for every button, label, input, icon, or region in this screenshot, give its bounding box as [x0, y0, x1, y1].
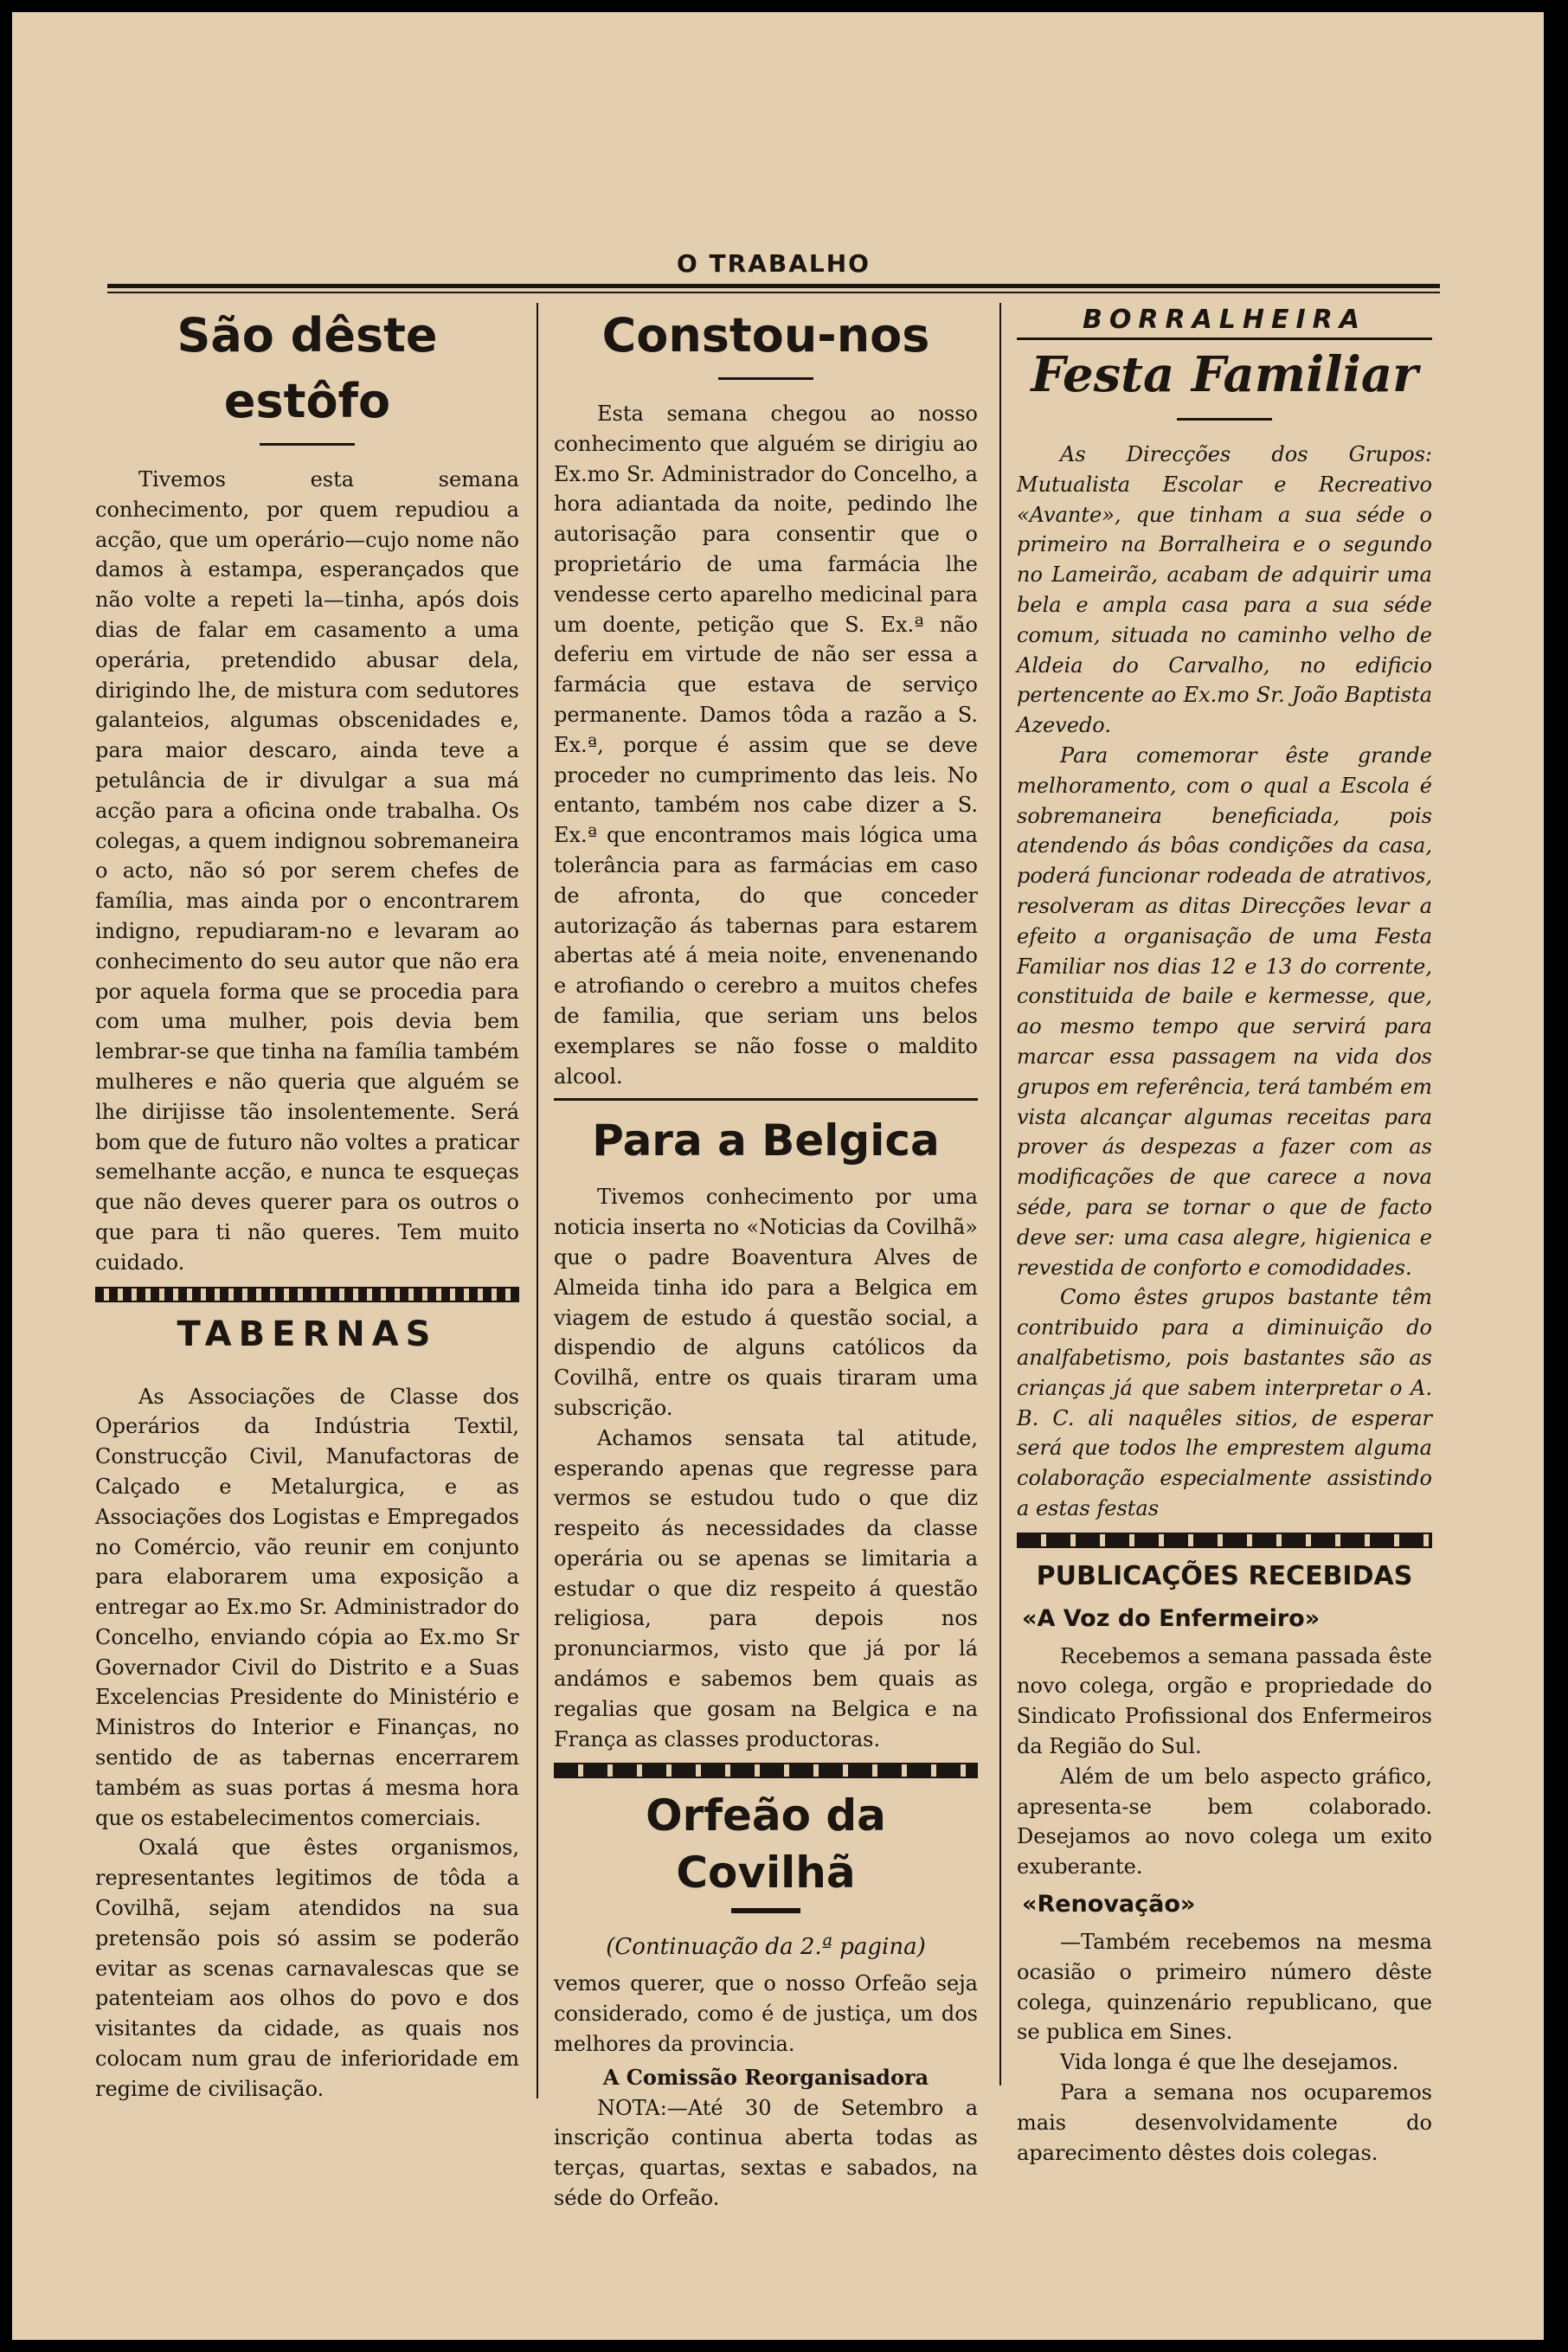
column-left [95, 303, 519, 2105]
headline-rule [1177, 418, 1272, 421]
article-paragraph: Recebemos a semana passada êste novo colega, orgão e propriedade do Sindicato Profissional dos Enfermeiros da Região do Sul. [1017, 1643, 1432, 1759]
article-paragraph: Tivemos esta semana conhecimento, por quem repudiou a acção, que um operário—cujo nome não damos à estampa, esperançados que não volte a repeti la—tinha, após dois dias de falar em casamento a uma operária, pretendido abusar dela, dirigindo lhe, de mistura com sedutores galanteios, algumas obscenidades e, para maior descaro, ainda teve a petulância de ir divulgar a sua má acção para a oficina onde trabalha. Os colegas, a quem indignou sobremaneira o acto, não só por serem chefes de família, mas ainda por o encontrarem indigno, repudiaram-no e levaram ao conhecimento do seu autor que não era por aquela forma que se procedia para com uma mulher, pois devia bem lembrar-se que tinha na família também mulheres e não queria que alguém se lhe dirijisse tão insolentemente. Será bom que de futuro não voltes a praticar semelhante acção, e nunca te esqueças que não deves querer para os outros o que para ti não queres. Tem muito cuidado. [95, 467, 519, 1275]
headline-rule [731, 1908, 800, 1913]
article-paragraph: Para a semana nos ocuparemos mais desenvolvidamente do aparecimento dêstes dois colegas. [1017, 2080, 1432, 2165]
article-paragraph: Esta semana chegou ao nosso conhecimento que alguém se dirigiu ao Ex.mo Sr. Administrador do Concelho, a hora adiantada da noite, pedindo lhe autorisação para consentir que o proprietário de uma farmácia lhe vendesse certo aparelho medicinal para um doente, petição que S. Ex.ª não deferiu em virtude de não ser essa a farmácia que estava de serviço permanente. Damos tôda a razão a S. Ex.ª, porque é assim que se deve proceder no cumprimento das leis. No entanto, também nos cabe dizer a S. Ex.ª que encontramos mais lógica uma tolerância para as farmácias em caso de afronta, do que conceder autorização ás tabernas para estarem abertas até á meia noite, envenenando e atrofiando o cerebro a muitos chefes de familia, que seriam uns belos exemplares se não fosse o maldito alcool. [554, 402, 978, 1089]
masthead-title: O TRABALHO [677, 249, 871, 278]
article-paragraph: As Direcções dos Grupos: Mutualista Escolar e Recreativo «Avante», que tinham a sua séde o primeiro na Borralheira e o segundo no Lameirão, acabam de adquirir uma bela e ampla casa para a sua séde comum, situada no caminho velho de Aldeia do Carvalho, no edificio pertencente ao Ex.mo Sr. João Baptista Azevedo. [1017, 442, 1432, 738]
article-paragraph: Achamos sensata tal atitude, esperando apenas que regresse para vermos se estudou tudo o que diz respeito ás necessidades da classe operária ou se apenas se limitaria a estudar o que diz respeito á questão religiosa, para depois nos pronunciarmos, visto que já por lá andámos e sabemos bem quais as regalias que gosam na Belgica e na França as classes productoras. [554, 1425, 978, 1751]
article-paragraph: Para comemorar êste grande melhoramento, com o qual a Escola é sobremaneira beneficiada, pois atendendo ás bôas condições da casa, poderá funcionar rodeada de atrativos, resolveram as ditas Direcções levar a efeito a organisação de uma Festa Familiar nos dias 12 e 13 do corrente, constituida de baile e kermesse, que, ao mesmo tempo que servirá para marcar essa passagem na vida dos grupos em referência, terá também em vista alcançar algumas receitas para prover ás despezas a fazer com as modificações de que carece a nova séde, para se tornar o que de facto deve ser: uma casa alegre, higienica e revestida de conforto e comodidades. [1017, 742, 1432, 1280]
masthead [107, 246, 1440, 298]
masthead-rule-thin [107, 292, 1440, 293]
article-headline: Orfeão da Covilhã [646, 1790, 886, 1899]
ornament-divider [554, 1763, 978, 1778]
article-headline: São dêste estôfo [177, 308, 438, 428]
subsection-heading: «Renovação» [1022, 1891, 1196, 1918]
article-paragraph: Oxalá que êstes organismos, representantes legitimos de tôda a Covilhã, sejam atendidos na sua pretensão pois só assim se poderão evitar as scenas carnavalescas que se patenteiam aos olhos do povo e dos visitantes da cidade, as quais nos colocam num grau de inferioridade em regime de civilisação. [95, 1835, 519, 2101]
article-paragraph: Além de um belo aspecto gráfico, apresenta-se bem colaborado. Desejamos ao novo colega um exito exuberante. [1017, 1764, 1432, 1880]
masthead-rule [107, 284, 1440, 288]
subsection-heading: «A Voz do Enfermeiro» [1022, 1604, 1321, 1632]
article-headline: TABERNAS [177, 1314, 438, 1354]
article-paragraph: vemos querer, que o nosso Orfeão seja considerado, como é de justiça, um dos melhores da provincia. [554, 1971, 978, 2057]
article-headline: BORRALHEIRA [1017, 303, 1432, 340]
ornament-divider [1017, 1533, 1432, 1548]
headline-rule [718, 377, 813, 380]
continuation-note: (Continuação da 2.ª pagina) [606, 1934, 926, 1961]
column-divider [999, 303, 1001, 2085]
section-heading: PUBLICAÇÕES RECEBIDAS [1036, 1560, 1413, 1591]
column-middle [554, 303, 978, 2214]
column-divider [537, 303, 538, 2098]
ornament-divider [95, 1287, 519, 1302]
article-headline: Festa Familiar [1031, 346, 1418, 403]
section-rule [554, 1098, 978, 1101]
article-paragraph: As Associações de Classe dos Operários da Indústria Textil, Construcção Civil, Manufactoras de Calçado e Metalurgica, e as Associações dos Logistas e Empregados no Comércio, vão reunir em conjunto para elaborarem uma exposição a entregar ao Ex.mo Sr. Administrador do Concelho, enviando cópia ao Ex.mo Sr Governador Civil do Distrito e a Suas Excelencias Presidente do Ministério e Ministros do Interior e Finanças, no sentido de as tabernas encerrarem também as suas portas á mesma hora que os estabelecimentos comerciais. [95, 1384, 519, 1830]
article-headline: Constou-nos [601, 308, 930, 363]
article-paragraph: Vida longa é que lhe desejamos. [1060, 2050, 1399, 2075]
article-paragraph: NOTA:—Até 30 de Setembro a inscrição continua aberta todas as terças, quartas, sextas e sabados, na séde do Orfeão. [554, 2095, 978, 2211]
article-headline: Para a Belgica [592, 1115, 940, 1166]
article-paragraph: Como êstes grupos bastante têm contribuido para a diminuição do analfabetismo, pois bastantes são as crianças já que sabem interpretar o A. B. C. ali naquêles sitios, de esperar será que todos lhe emprestem alguma colaboração especialmente assistindo a estas festas [1017, 1285, 1432, 1520]
article-paragraph: —Também recebemos na mesma ocasião o primeiro número dêste colega, quinzenário republicano, que se publica em Sines. [1017, 1930, 1432, 2045]
headline-rule [260, 443, 355, 446]
article-paragraph: Tivemos conhecimento por uma noticia inserta no «Noticias da Covilhã» que o padre Boaventura Alves de Almeida tinha ido para a Belgica em viagem de estudo á questão social, a dispendio de alguns católicos da Covilhã, entre os quais tiraram uma subscrição. [554, 1185, 978, 1420]
signature: A Comissão Reorganisadora [602, 2064, 929, 2090]
column-right [1017, 303, 1432, 2168]
